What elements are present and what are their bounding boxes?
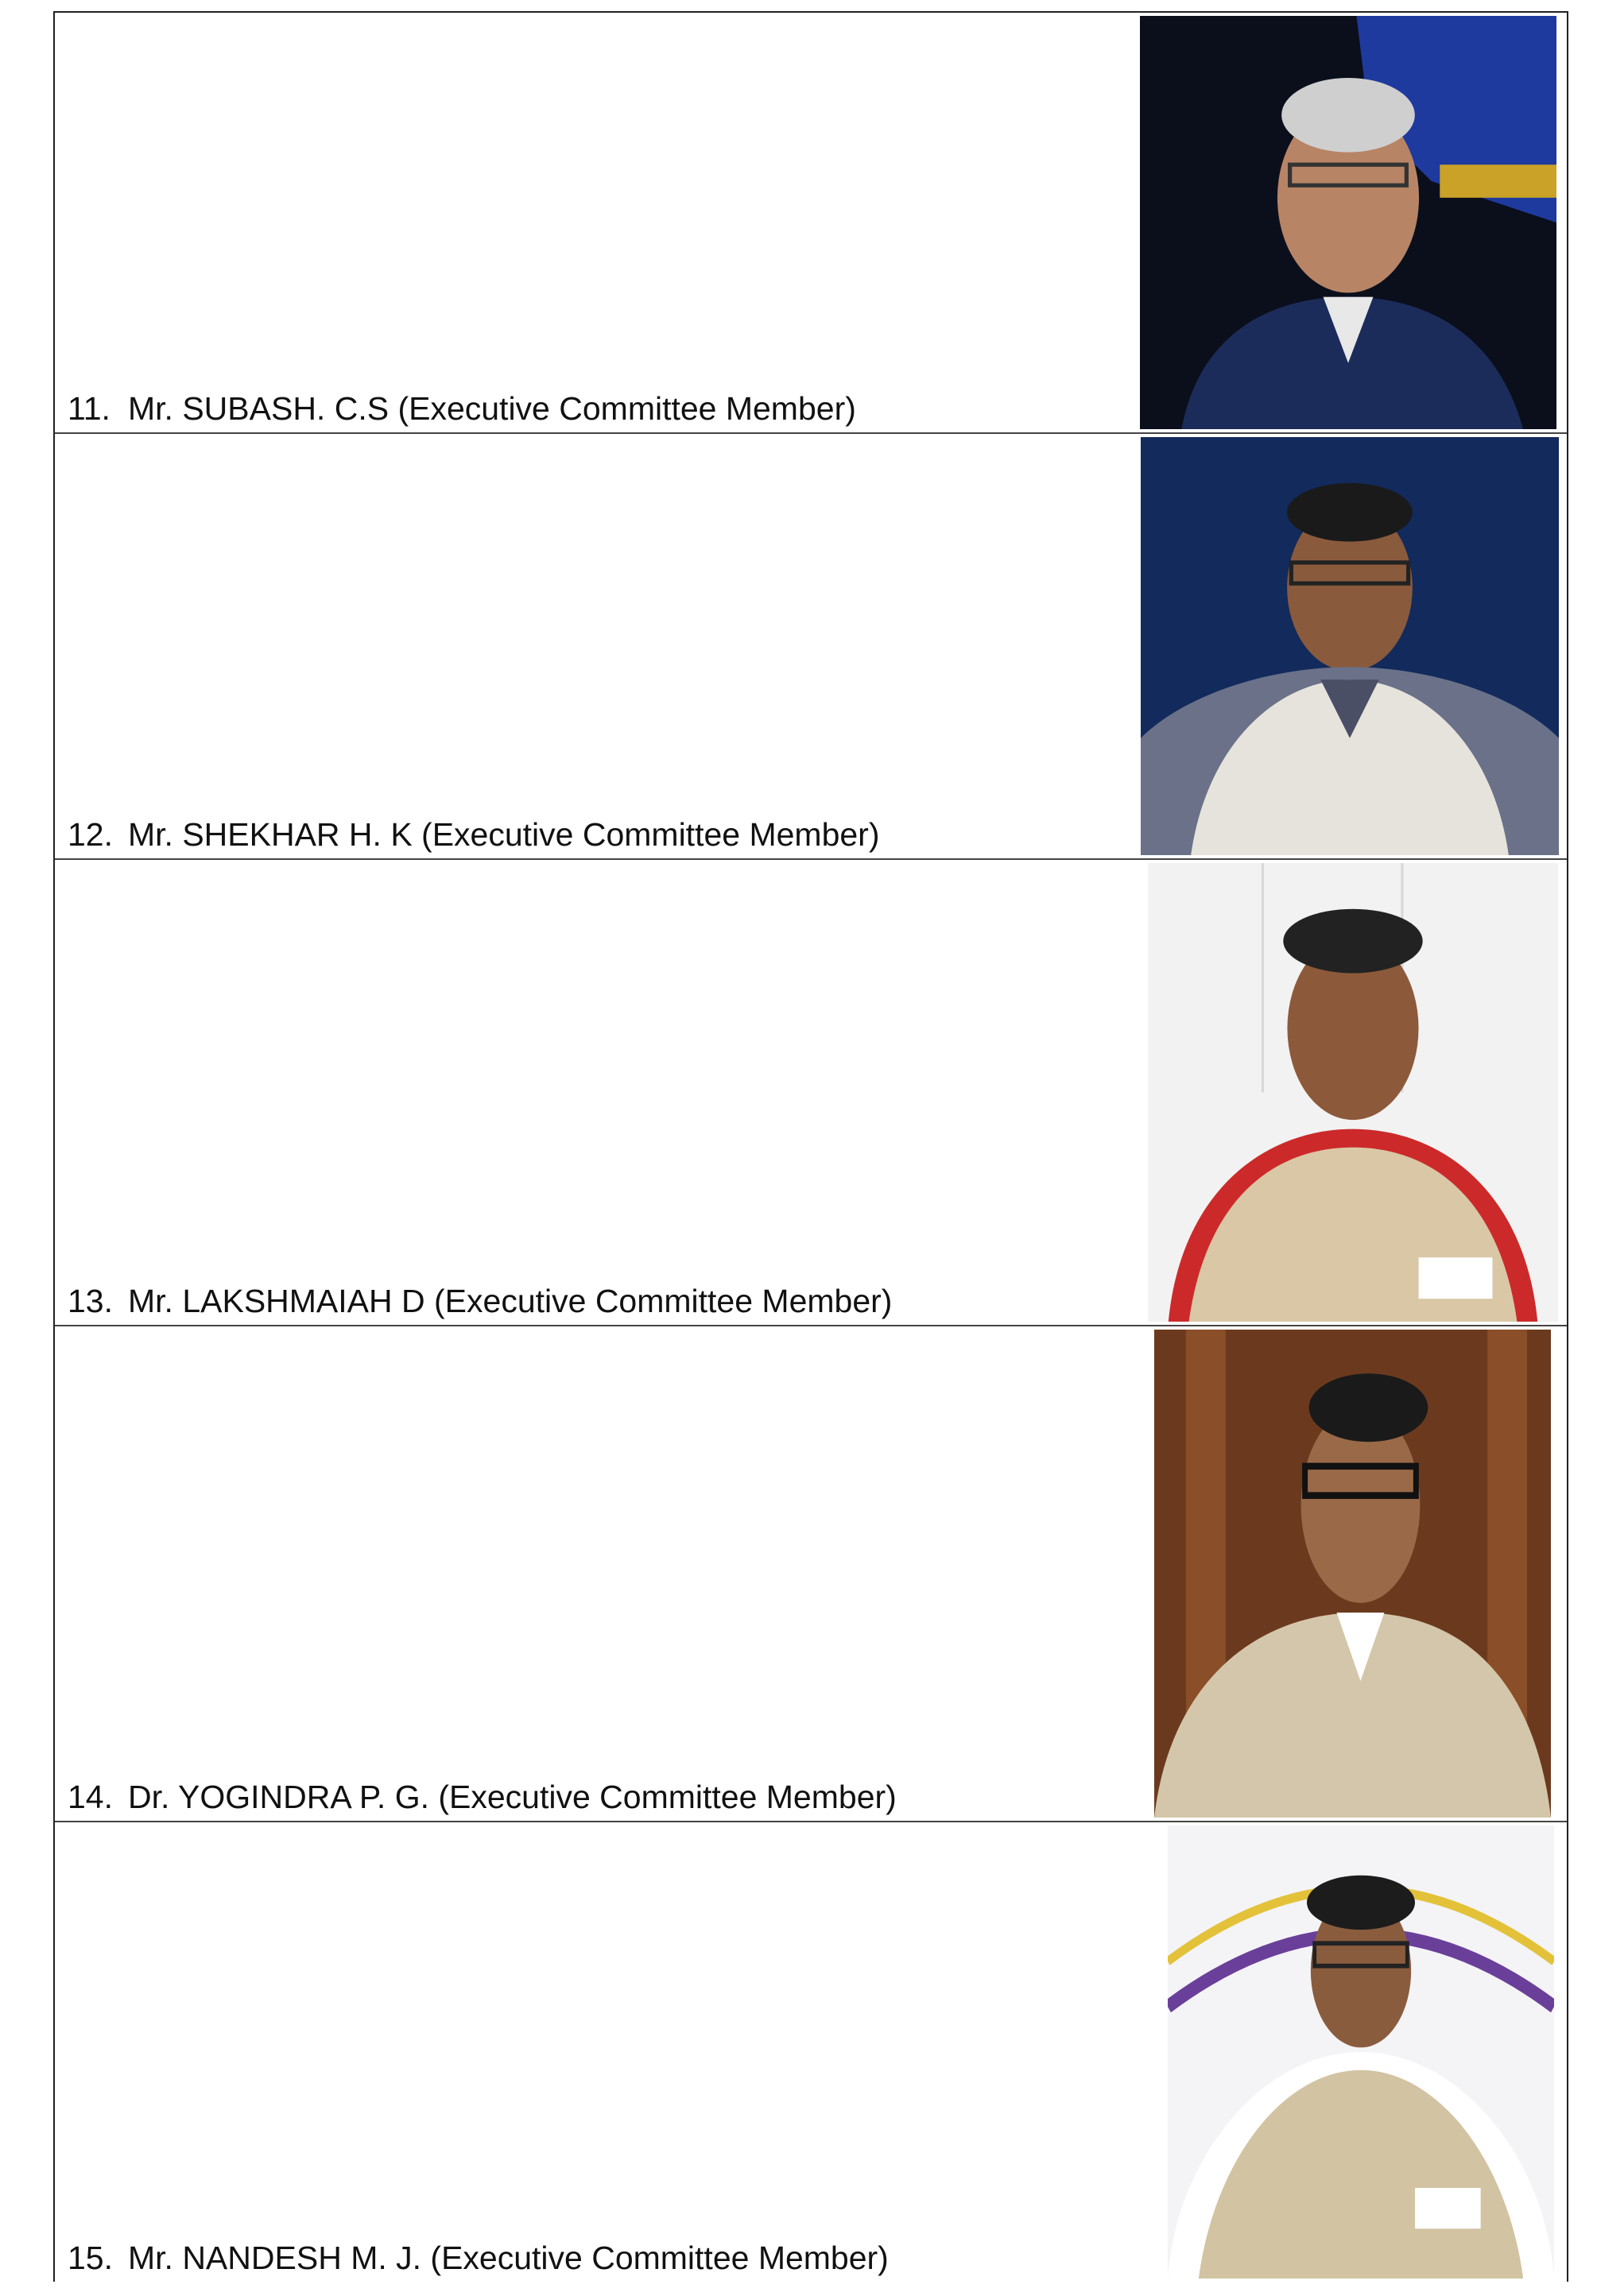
member-photo: [1148, 863, 1558, 1322]
member-table: [53, 11, 1568, 2282]
member-row: [55, 1822, 1567, 2282]
member-name: Mr. NANDESH M. J. (Executive Committee Member): [128, 2240, 889, 2276]
member-name: Mr. LAKSHMAIAH D (Executive Committee Member): [128, 1283, 893, 1319]
member-row: [55, 1326, 1567, 1822]
member-number: 15.: [68, 2240, 113, 2276]
member-photo: [1140, 16, 1556, 429]
member-number: 12.: [68, 816, 113, 853]
member-name: Mr. SUBASH. C.S (Executive Committee Member): [128, 390, 856, 427]
member-number: 11.: [68, 390, 110, 427]
member-photo: [1154, 1330, 1551, 1818]
member-caption: [68, 390, 856, 428]
member-photo: [1141, 437, 1559, 855]
member-row: [55, 434, 1567, 860]
member-caption: [68, 1283, 892, 1320]
member-row: [55, 860, 1567, 1326]
member-caption: [68, 1779, 897, 1816]
member-row: [55, 13, 1567, 434]
member-photo: [1168, 1826, 1554, 2279]
member-number: 14.: [68, 1779, 113, 1815]
member-name: Mr. SHEKHAR H. K (Executive Committee Member): [128, 816, 880, 853]
member-caption: [68, 2240, 889, 2277]
member-name: Dr. YOGINDRA P. G. (Executive Committee Member): [128, 1779, 897, 1815]
member-number: 13.: [68, 1283, 113, 1319]
member-caption: [68, 816, 879, 854]
